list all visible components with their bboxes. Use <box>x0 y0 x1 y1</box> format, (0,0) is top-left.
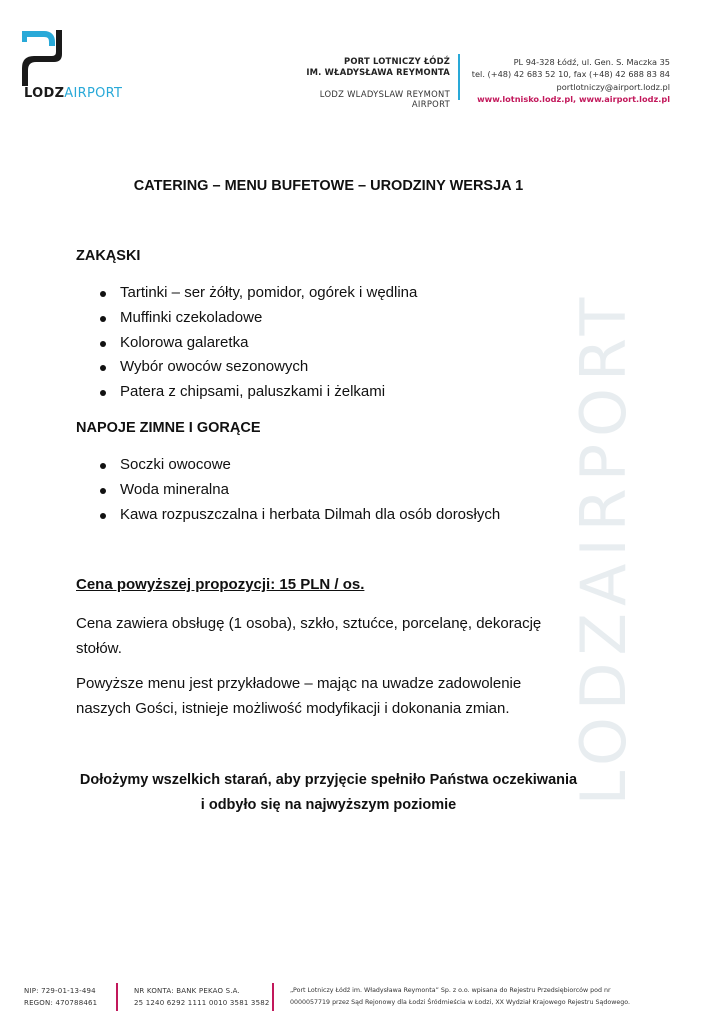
header-divider <box>458 54 460 100</box>
phone-fax: tel. (+48) 42 683 52 10, fax (+48) 42 688 83 84 <box>471 69 670 80</box>
closing-statement: Dołożymy wszelkich starań, aby przyjęcie spełniło Państwa oczekiwania i odbyło się na najwyższym poziomie <box>79 772 578 813</box>
price-includes-paragraph: Cena zawiera obsługę (1 osoba), szkło, sztućce, porcelanę, dekorację stołów. <box>76 615 542 657</box>
footer-registry <box>290 985 630 1009</box>
lodz-airport-logo <box>22 28 132 102</box>
list-item: Soczki owocowe <box>76 453 500 478</box>
bank-account: 25 1240 6292 1111 0010 3581 3582 <box>134 999 270 1007</box>
menu-note-paragraph: Powyższe menu jest przykładowe – mając na uwadze zadowolenie naszych Gości, istnieje możliwość modyfikacji i dokonania zmian. <box>76 675 522 717</box>
watermark-text: LODZAIRPORT <box>567 290 640 806</box>
nip: NIP: 729-01-13-494 <box>24 987 96 995</box>
regon: REGON: 470788461 <box>24 999 98 1007</box>
list-item: Kawa rozpuszczalna i herbata Dilmah dla osób dorosłych <box>76 503 500 528</box>
list-item: Woda mineralna <box>76 478 500 503</box>
registry-line2: 0000057719 przez Sąd Rejonowy dla Łodzi Śródmieścia w Łodzi, XX Wydział Krajowego Rejestru Sądowego. <box>290 999 630 1006</box>
email: portlotniczy@airport.lodz.pl <box>556 81 670 92</box>
org-name-english: LODZ WLADYSLAW REYMONT AIRPORT <box>319 89 450 109</box>
bank-name: NR KONTA: BANK PEKAO S.A. <box>134 987 240 995</box>
list-item: Kolorowa galaretka <box>76 331 417 356</box>
address: PL 94-328 Łódź, ul. Gen. S. Maczka 35 <box>513 57 670 67</box>
footer-tax-ids <box>24 985 97 1009</box>
footer-divider <box>116 983 118 1011</box>
appetizers-list <box>76 281 417 405</box>
document-title: CATERING – MENU BUFETOWE – URODZINY WERSJA 1 <box>133 178 524 194</box>
section-heading-appetizers: ZAKĄSKI <box>76 248 141 264</box>
footer-bank <box>134 985 270 1009</box>
section-heading-drinks: NAPOJE ZIMNE I GORĄCE <box>76 420 261 436</box>
logo-mark-icon <box>22 28 68 88</box>
registry-line1: „Port Lotniczy Łódź im. Władysława Reymonta” Sp. z o.o. wpisana do Rejestru Przedsiębiorców pod nr <box>290 987 611 994</box>
list-item: Muffinki czekoladowe <box>76 306 417 331</box>
contact-info <box>470 56 670 105</box>
org-name-line2: IM. WŁADYSŁAWA REYMONTA <box>306 67 450 77</box>
list-item: Patera z chipsami, paluszkami i żelkami <box>76 380 417 405</box>
organization-name <box>280 56 450 109</box>
list-item: Wybór owoców sezonowych <box>76 355 417 380</box>
footer-divider <box>272 983 274 1011</box>
website-links: www.lotnisko.lodz.pl, www.airport.lodz.pl <box>477 93 670 104</box>
price-line: Cena powyższej propozycji: 15 PLN / os. <box>76 576 365 593</box>
logo-wordmark: LODZAIRPORT <box>24 86 123 101</box>
drinks-list <box>76 453 500 527</box>
org-name-line1: PORT LOTNICZY ŁÓDŹ <box>344 56 450 66</box>
list-item: Tartinki – ser żółty, pomidor, ogórek i wędlina <box>76 281 417 306</box>
